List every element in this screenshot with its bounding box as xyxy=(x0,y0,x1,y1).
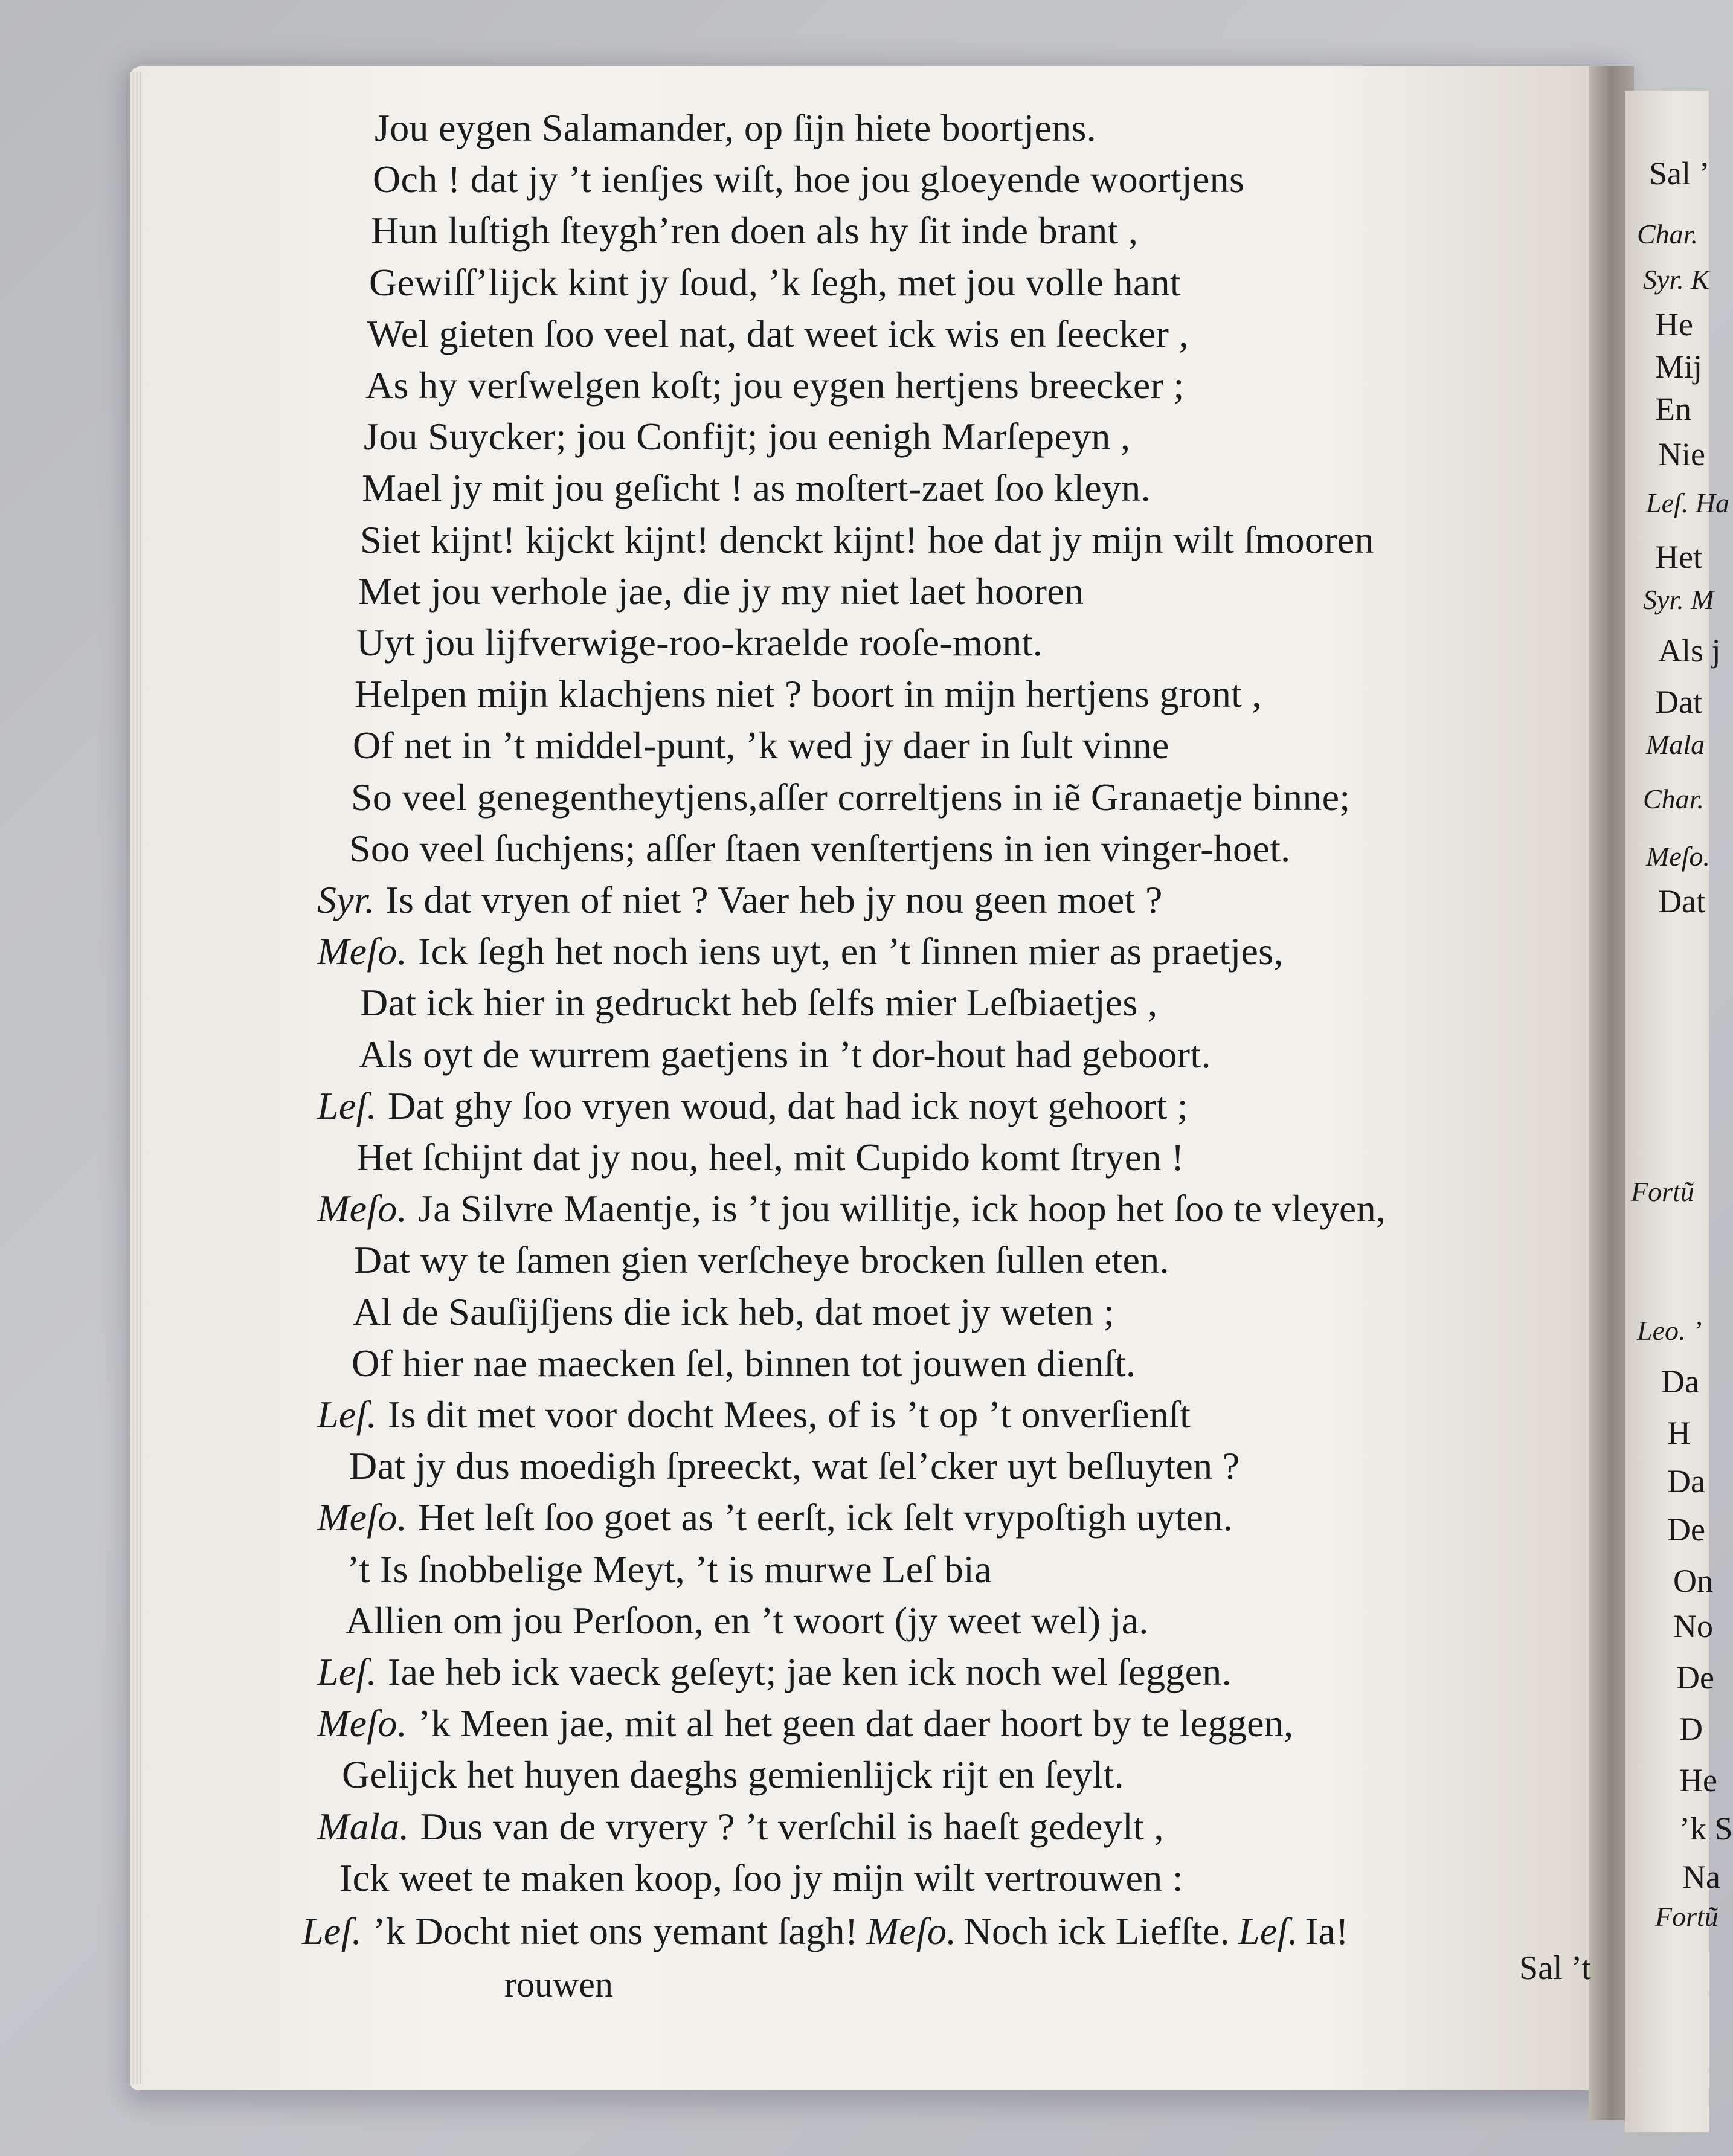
verse-text: Dus van de vryery ? ’t verſchil is haeſt gedeylt , xyxy=(420,1804,1164,1848)
verse-text: So veel genegentheytjens,aſſer correltjens in iẽ Granaetje binne; xyxy=(351,775,1351,819)
verse-line xyxy=(317,1704,1293,1743)
facing-page-fragment: En xyxy=(1655,391,1691,427)
verse-text: Of hier nae maecken ſel, binnen tot jouwen dienſt. xyxy=(352,1341,1136,1385)
verse-text: Mael jy mit jou geſicht ! as moſtert-zaet ſoo kleyn. xyxy=(362,466,1151,510)
verse-text: Met jou verhole jae, die jy my niet laet hooren xyxy=(358,569,1084,613)
verse-text: Iae heb ick vaeck geſeyt; jae ken ick noch wel ſeggen. xyxy=(387,1650,1232,1693)
facing-page-fragment: Sal ’ xyxy=(1649,155,1710,191)
verse-text: ’k Docht niet ons yemant ſagh! xyxy=(372,1910,858,1952)
speaker-label: Leſ. xyxy=(317,1084,377,1127)
facing-page-fragment: Dat xyxy=(1658,883,1705,919)
facing-page-fragment: De xyxy=(1667,1511,1705,1548)
speaker-label: Meſo. xyxy=(317,1702,407,1745)
verse-text: Als oyt de wurrem gaetjens in ’t dor-hout had geboort. xyxy=(359,1032,1211,1076)
verse-line xyxy=(317,878,1163,921)
verse-text: Siet kijnt! kijckt kijnt! denckt kijnt! hoe dat jy mijn wilt ſmooren xyxy=(360,518,1374,561)
verse-line xyxy=(347,1547,992,1591)
facing-page-fragment: Dat xyxy=(1655,684,1702,720)
verse-text: Noch ick Liefſte. xyxy=(963,1910,1230,1952)
speaker-label: Leſ. xyxy=(317,1393,377,1436)
verse-line xyxy=(317,1187,1386,1231)
verse-text: Is dit met voor docht Mees, of is ’t op ’t onverſienſt xyxy=(387,1393,1191,1436)
facing-page-fragment: Fortũ xyxy=(1655,1901,1719,1932)
verse-text: Uyt jou lijfverwige-roo-kraelde rooſe-mont. xyxy=(356,621,1043,664)
facing-page-fragment: He xyxy=(1679,1762,1717,1798)
verse-line xyxy=(317,1395,1191,1434)
verse-line xyxy=(352,1341,1136,1385)
verse-line xyxy=(375,106,1096,149)
verse-text: Och ! dat jy ’t ienſjes wiſt, hoe jou gloeyende woortjens xyxy=(373,158,1245,201)
verse-text: Het leſt ſoo goet as ’t eerſt, ick ſelt vrypoſtigh uyten. xyxy=(418,1496,1233,1539)
verse-line xyxy=(317,1084,1188,1127)
facing-page-fragment: Char. xyxy=(1643,784,1704,814)
verse-line xyxy=(364,415,1131,459)
catchword: rouwen xyxy=(504,1965,613,2004)
verse-line xyxy=(317,1804,1164,1848)
facing-page-fragment: Da xyxy=(1667,1463,1705,1499)
verse-line xyxy=(365,366,1185,405)
verse-line xyxy=(342,1753,1124,1797)
verse-text: Ick ſegh het noch iens uyt, en ’t ſinnen mier as praetjes, xyxy=(418,930,1284,973)
verse-text: Het ſchijnt dat jy nou, heel, mit Cupido komt ſtryen ! xyxy=(356,1136,1185,1179)
facing-page-fragment: Na xyxy=(1682,1859,1720,1895)
verse-text: Ja Silvre Maentje, is ’t jou willitje, ick hoop het ſoo te vleyen, xyxy=(418,1187,1386,1231)
verse-text: ’t Is ſnobbelige Meyt, ’t is murwe Leſ bia xyxy=(347,1547,992,1591)
verse-line xyxy=(349,826,1291,870)
facing-page-fragment: Mij xyxy=(1655,349,1703,385)
verse-line xyxy=(371,209,1139,253)
verse-line xyxy=(346,1598,1149,1642)
speaker-label: Mala. xyxy=(317,1804,410,1848)
facing-page-fragment: H xyxy=(1667,1415,1691,1451)
verse-line xyxy=(362,466,1151,510)
verse-line xyxy=(356,623,1043,662)
facing-page-fragment: Syr. K xyxy=(1643,264,1709,295)
facing-page-fragment: Fortũ xyxy=(1631,1176,1694,1207)
verse-line xyxy=(373,160,1244,199)
facing-page-fragment: ’k S xyxy=(1679,1810,1733,1847)
speaker-label: Leſ. xyxy=(302,1910,362,1952)
verse-text: Dat wy te ſamen gien verſcheye brocken ſullen eten. xyxy=(354,1238,1169,1282)
verse-line xyxy=(339,1856,1183,1899)
verse-text: Dat jy dus moedigh ſpreeckt, wat ſel’cker uyt beſluyten ? xyxy=(349,1444,1240,1488)
final-verse-line xyxy=(302,1912,1349,1951)
verse-text: Jou eygen Salamander, op ſijn hiete boortjens. xyxy=(375,106,1096,149)
verse-text: Dat ick hier in gedruckt heb ſelfs mier Leſbiaetjes , xyxy=(360,981,1158,1025)
verse-line xyxy=(355,672,1262,716)
facing-page-fragment: Leo. ’ xyxy=(1637,1315,1702,1346)
speaker-label: Syr. xyxy=(317,878,375,921)
verse-line xyxy=(317,1650,1232,1693)
facing-page-fragment: Het xyxy=(1655,539,1702,575)
verse-text: Hun luſtigh ſteygh’ren doen als hy ſit inde brant , xyxy=(371,209,1139,253)
verse-text: Of net in ’t middel-punt, ’k wed jy daer in ſult vinne xyxy=(353,724,1169,767)
facing-page-fragment: He xyxy=(1655,306,1693,343)
verse-text: Wel gieten ſoo veel nat, dat weet ick wis en ſeecker , xyxy=(367,312,1189,355)
verse-line xyxy=(358,569,1084,613)
facing-page-fragment: Als j xyxy=(1658,632,1721,669)
verse-text: Ick weet te maken koop, ſoo jy mijn wilt vertrouwen : xyxy=(339,1856,1183,1899)
verse-text: Gelijck het huyen daeghs gemienlijck rijt en ſeylt. xyxy=(342,1753,1124,1797)
verse-text: Is dat vryen of niet ? Vaer heb jy nou geen moet ? xyxy=(385,878,1163,921)
facing-page-fragment: Da xyxy=(1661,1363,1699,1400)
speaker-label: Leſ. xyxy=(1238,1910,1298,1952)
verse-line xyxy=(354,1238,1169,1282)
facing-page xyxy=(1625,91,1733,2132)
speaker-label: Meſo. xyxy=(317,1187,407,1231)
verse-line xyxy=(351,775,1351,819)
verse-text: Jou Suycker; jou Confijt; jou eenigh Marſepeyn , xyxy=(364,415,1131,459)
verse-text: Helpen mijn klachjens niet ? boort in mijn hertjens gront , xyxy=(355,672,1262,716)
facing-page-fragment: Nie xyxy=(1658,436,1705,472)
speaker-label: Leſ. xyxy=(317,1650,377,1693)
speaker-label: Meſo. xyxy=(317,930,407,973)
facing-page-fragment: Meſo. xyxy=(1646,841,1711,872)
verse-line xyxy=(359,1032,1211,1076)
facing-page-fragment: D xyxy=(1679,1711,1703,1747)
verse-line xyxy=(349,1444,1240,1488)
overflow-text: Sal ’t xyxy=(1519,1949,1591,1987)
facing-page-fragment: No xyxy=(1673,1608,1713,1644)
page-edges xyxy=(130,72,141,2084)
verse-text: Dat ghy ſoo vryen woud, dat had ick noyt gehoort ; xyxy=(387,1084,1188,1127)
facing-page-fragment: On xyxy=(1673,1563,1713,1599)
facing-page-fragment: Mala xyxy=(1646,729,1705,760)
verse-text: As hy verſwelgen koſt; jou eygen hertjens breecker ; xyxy=(365,364,1185,407)
verse-line xyxy=(353,1290,1114,1333)
facing-page-fragment: Char. xyxy=(1637,219,1698,249)
verse-line xyxy=(369,260,1181,304)
verse-line xyxy=(356,1138,1185,1177)
facing-page-fragment: De xyxy=(1676,1659,1714,1696)
verse-line xyxy=(353,726,1169,765)
verse-line xyxy=(360,518,1374,561)
verse-line xyxy=(360,981,1158,1025)
verse-text: Soo veel ſuchjens; aſſer ſtaen venſtertjens in ien vinger-hoet. xyxy=(349,826,1291,870)
verse-text: ’k Meen jae, mit al het geen dat daer hoort by te leggen, xyxy=(418,1702,1294,1745)
speaker-label: Meſo. xyxy=(317,1496,407,1539)
verse-line xyxy=(317,1498,1233,1537)
facing-page-fragment: Syr. M xyxy=(1643,584,1714,615)
verse-text: Allien om jou Perſoon, en ’t woort (jy weet wel) ja. xyxy=(346,1598,1149,1642)
verse-line xyxy=(367,312,1189,355)
verse-line xyxy=(317,932,1284,971)
verse-text: Gewiſſ’lijck kint jy ſoud, ’k ſegh, met jou volle hant xyxy=(369,260,1181,304)
facing-page-fragment: Leſ. Ha xyxy=(1646,488,1729,518)
verse-text: Ia! xyxy=(1305,1910,1349,1952)
speaker-label: Meſo. xyxy=(866,1910,957,1952)
verse-text: Al de Sauſijſjens die ick heb, dat moet jy weten ; xyxy=(353,1290,1114,1333)
